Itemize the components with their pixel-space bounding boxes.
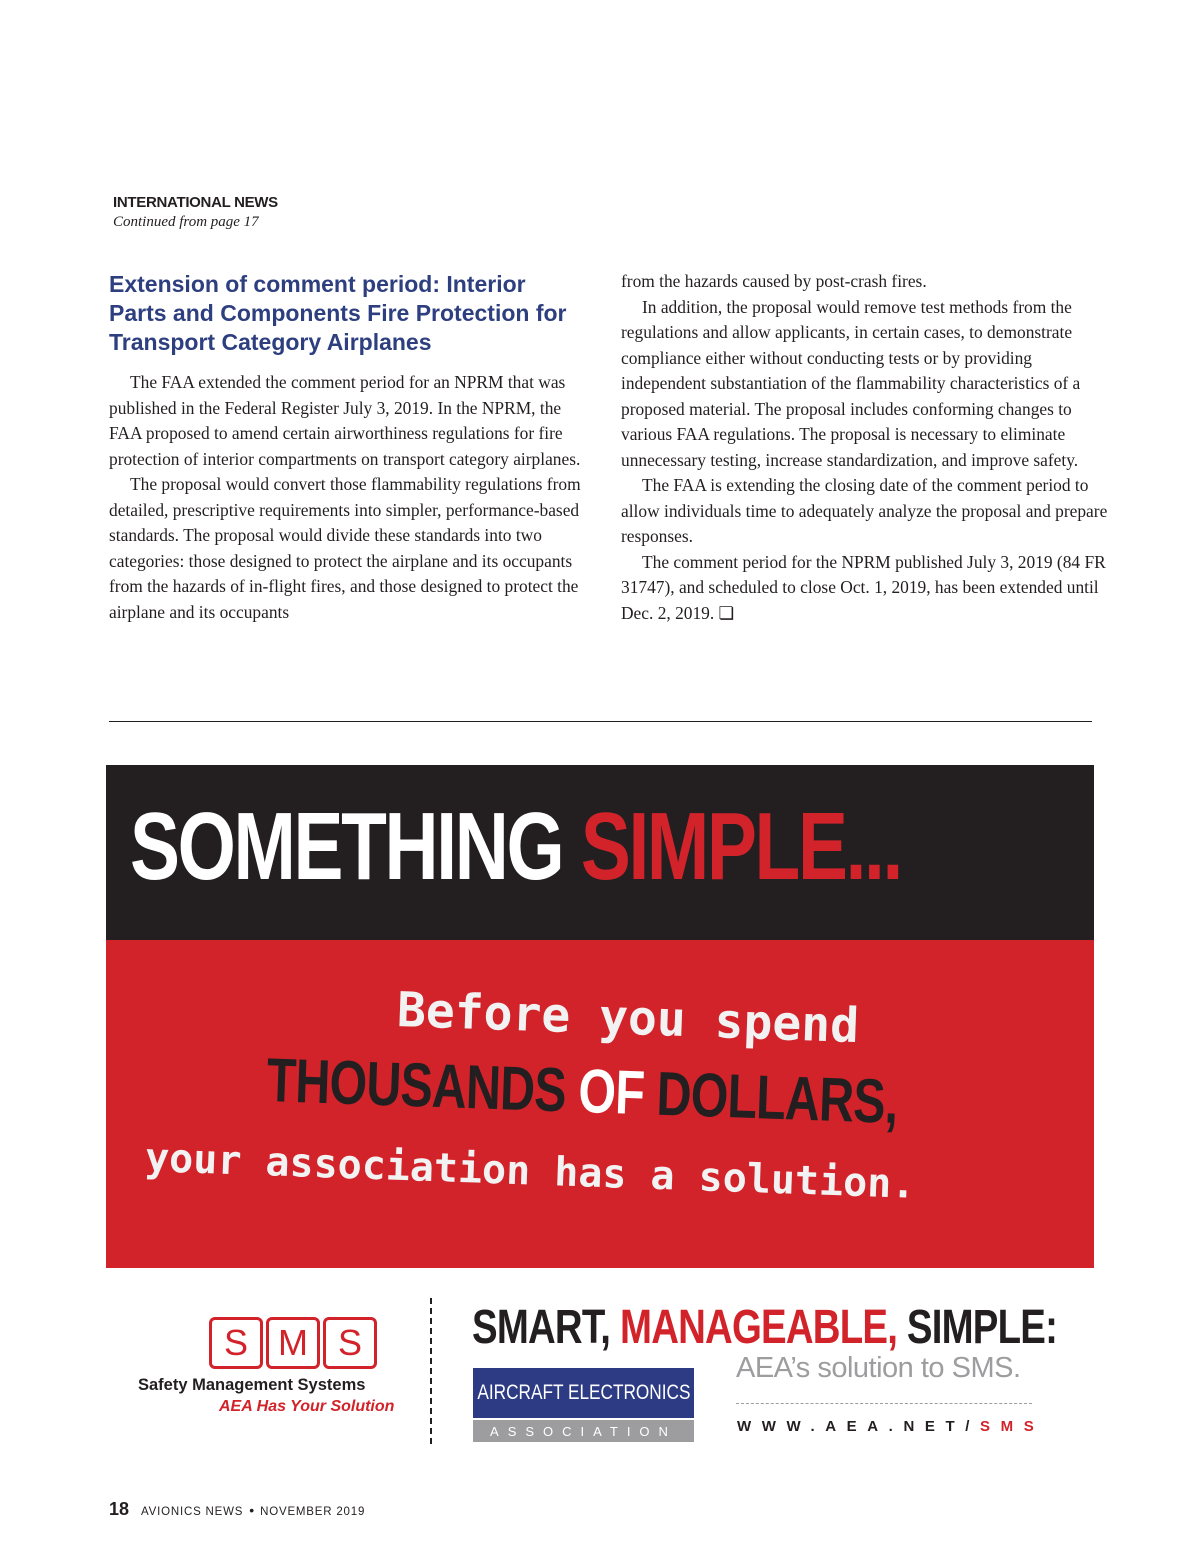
article-headline: Extension of comment period: Interior Parts and Components Fire Protection for Transport Category Airplanes <box>109 271 567 355</box>
article-paragraph: The FAA is extending the closing date of the comment period to allow individuals time to adequately analyze the proposal and prepare responses. <box>621 475 1108 546</box>
publication-name: AVIONICS NEWS <box>141 1506 244 1518</box>
section-label: INTERNATIONAL NEWS <box>113 194 278 211</box>
article-paragraph: The FAA extended the comment period for an NPRM that was published in the Federal Register July 3, 2019. In the NPRM, the FAA proposed to amend certain airworthiness regulations for fire protection of interior compartments on transport category airplanes. <box>109 372 581 469</box>
aea-logo-bottom: ASSOCIATION <box>473 1420 694 1442</box>
sms-letter-boxes <box>209 1317 377 1369</box>
ad-title <box>130 782 901 912</box>
ad-smart-headline <box>472 1300 1057 1356</box>
aea-solution-text: AEA’s solution to SMS. <box>736 1352 1021 1384</box>
sms-letter-box: M <box>266 1317 320 1369</box>
article-paragraph: from the hazards caused by post-crash fires. <box>621 271 927 291</box>
section-divider <box>109 721 1092 722</box>
dashed-rule <box>736 1403 1032 1404</box>
aea-logo-top <box>473 1368 694 1418</box>
article-paragraph: The proposal would convert those flammability regulations from detailed, prescriptive requirements into simpler, performance-based standards. The proposal would divide these standards into two categories: those designed to protect the airplane and its occupants from the hazards of in-flight fires, and those designed to protect the airplane and its occupants <box>109 474 581 622</box>
ad-line-association: your association has a solution. <box>144 1135 917 1208</box>
issue-date: NOVEMBER 2019 <box>260 1506 366 1518</box>
sms-letter-box: S <box>209 1317 263 1369</box>
page-number: 18 <box>109 1499 130 1519</box>
ad-title-red: SIMPLE... <box>580 793 901 900</box>
sms-tagline: AEA Has Your Solution <box>219 1398 395 1415</box>
article-column-left <box>109 370 591 625</box>
article-paragraph: In addition, the proposal would remove test methods from the regulations and allow applicants, in certain cases, to demonstrate compliance either without conducting tests or by providing independent substantiation of the flammability characteristics of a proposed material. The proposal includes conforming changes to various FAA regulations. The proposal is necessary to eliminate unnecessary testing, increase standardization, and improve safety. <box>621 296 1081 470</box>
page-footer <box>109 1499 365 1520</box>
dashed-separator <box>430 1298 432 1444</box>
ad-url-domain: WWW.AEA.NET/ <box>737 1418 981 1435</box>
ad-line-before: Before you spend <box>396 982 861 1055</box>
manageable-word: MANAGEABLE, <box>620 1301 898 1354</box>
sms-logo <box>124 1300 410 1434</box>
ad-title-white: SOMETHING <box>130 793 581 900</box>
ad-dollars: DOLLARS, <box>642 1059 899 1137</box>
sms-name: Safety Management Systems <box>138 1376 366 1394</box>
simple-word: SIMPLE: <box>897 1301 1058 1354</box>
continued-from-note: Continued from page 17 <box>113 214 259 230</box>
aea-logo-top-text: AIRCRAFT ELECTRONICS <box>476 1381 691 1404</box>
bullet-separator: • <box>249 1502 255 1518</box>
ad-thousands: THOUSANDS <box>265 1045 580 1126</box>
sms-letter-box: S <box>323 1317 377 1369</box>
ad-url-path: SMS <box>980 1418 1045 1435</box>
aea-logo <box>473 1368 694 1443</box>
ad-line-thousands <box>266 1045 899 1138</box>
ad-of: OF <box>577 1056 646 1129</box>
ad-url[interactable] <box>737 1418 1044 1435</box>
article-column-right <box>621 269 1111 626</box>
article-paragraph: The comment period for the NPRM published July 3, 2019 (84 FR 31747), and scheduled to close Oct. 1, 2019, has been extended until Dec. 2, 2019. ❏ <box>621 551 1106 623</box>
ad-message-band <box>106 940 1094 1268</box>
smart-word: SMART, <box>472 1301 620 1354</box>
